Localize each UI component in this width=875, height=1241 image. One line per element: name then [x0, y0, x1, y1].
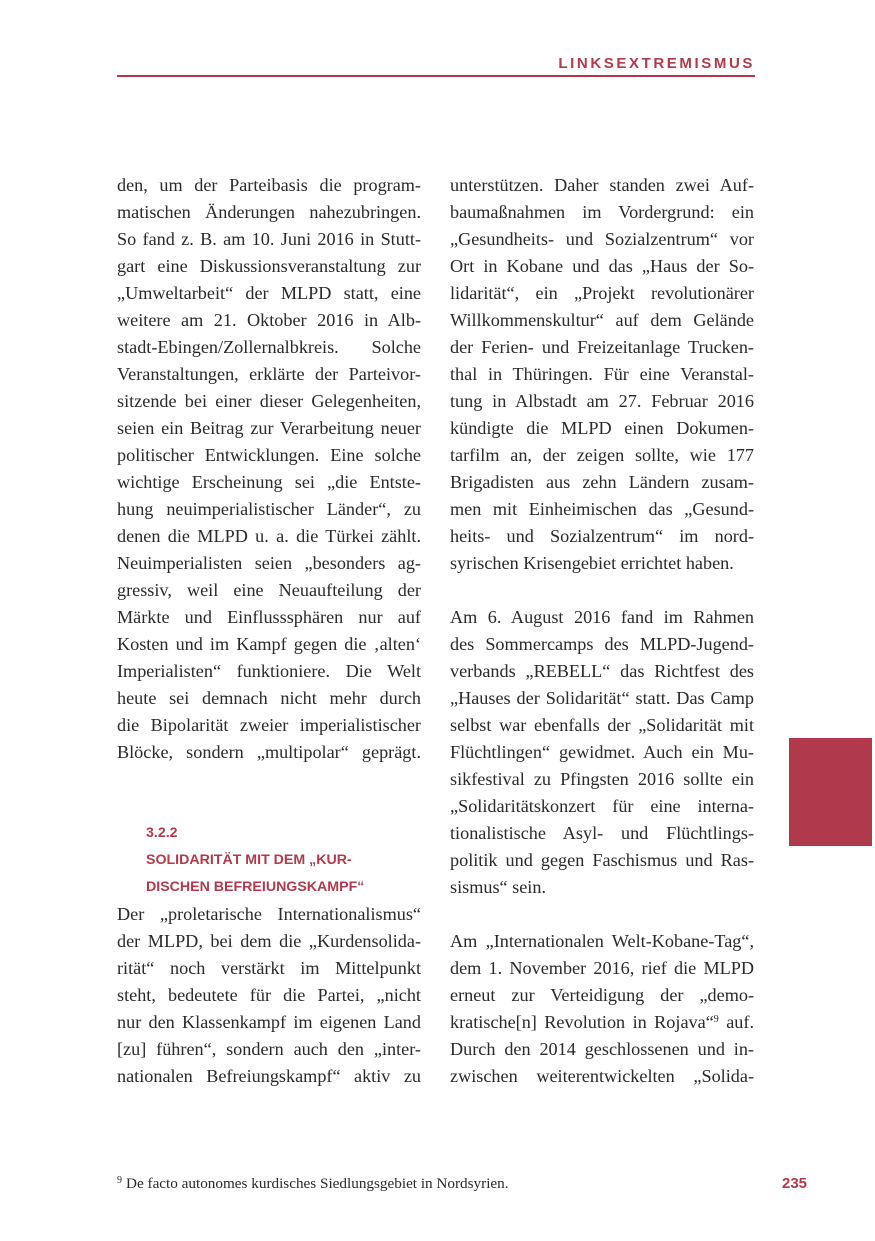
text-line: heute sei demnach nicht mehr durch	[117, 688, 421, 708]
text-line: sismus“ sein.	[450, 877, 546, 897]
text-line: gart eine Diskussionsveranstaltung zur	[117, 256, 421, 276]
text-line: zwischen weiterentwickelten „Solida-	[450, 1066, 754, 1086]
section-number: 3.2.2	[146, 825, 178, 841]
text-line: den, um der Parteibasis die program-	[117, 175, 421, 195]
text-line: sitzende bei einer dieser Gelegenheiten,	[117, 391, 421, 411]
text-line: der Ferien- und Freizeitanlage Trucken-	[450, 337, 754, 357]
section-spacer	[117, 766, 421, 820]
paragraph-spacer	[450, 901, 754, 928]
text-line: politischer Entwicklungen. Eine solche	[117, 445, 421, 465]
text-line: verbands „REBELL“ das Richtfest des	[450, 661, 754, 681]
text-line: matischen Änderungen nahezubringen.	[117, 202, 421, 222]
text-line: steht, bedeutete für die Partei, „nicht	[117, 985, 421, 1005]
text-line: tionalistische Asyl- und Flüchtlings-	[450, 823, 754, 843]
text-line: „Umweltarbeit“ der MLPD statt, eine	[117, 283, 421, 303]
text-line: Brigadisten aus zehn Ländern zusam-	[450, 472, 754, 492]
right-column	[450, 172, 754, 1090]
text-line: des Sommercamps des MLPD-Jugend-	[450, 634, 754, 654]
text-line: men mit Einheimischen das „Gesund-	[450, 499, 754, 519]
text-line: unterstützen. Daher standen zwei Auf-	[450, 175, 754, 195]
text-line: [zu] führen“, sondern auch den „inter-	[117, 1039, 421, 1059]
text-line: denen die MLPD u. a. die Türkei zählt.	[117, 526, 421, 546]
text-line: Veranstaltungen, erklärte der Parteivor-	[117, 364, 421, 384]
text-line: dem 1. November 2016, rief die MLPD	[450, 958, 754, 978]
text-line: „Solidaritätskonzert für eine interna-	[450, 796, 754, 816]
text-line: Durch den 2014 geschlossenen und in-	[450, 1039, 754, 1059]
text-line: die Bipolarität zweier imperialistischer	[117, 715, 421, 735]
text-line: politik und gegen Faschismus und Ras-	[450, 850, 754, 870]
text-line: Märkte und Einflusssphären nur auf	[117, 607, 421, 627]
text-line: seien ein Beitrag zur Verarbeitung neuer	[117, 418, 421, 438]
text-line: selbst war ebenfalls der „Solidarität mit	[450, 715, 754, 735]
footnote-reference[interactable]: 9	[713, 1014, 719, 1025]
text-line: nur den Klassenkampf im eigenen Land	[117, 1012, 421, 1032]
section-title-line: DISCHEN BEFREIUNGSKAMPF“	[146, 879, 365, 895]
text-line: der MLPD, bei dem die „Kurdensolida-	[117, 931, 421, 951]
text-line: „Gesundheits- und Sozialzentrum“ vor	[450, 229, 754, 249]
text-line: Am 6. August 2016 fand im Rahmen	[450, 607, 754, 627]
text-line: erneut zur Verteidigung der „demo-	[450, 985, 754, 1005]
text-run: auf.	[718, 1012, 754, 1032]
footnote	[117, 1175, 509, 1193]
text-line: Kosten und im Kampf gegen die ‚alten‘	[117, 634, 421, 654]
text-line: Blöcke, sondern „multipolar“ geprägt.	[117, 742, 421, 762]
text-line: tung in Albstadt am 27. Februar 2016	[450, 391, 754, 411]
left-column	[117, 172, 421, 1090]
header-rule	[117, 75, 755, 77]
footnote-marker: 9	[117, 1175, 122, 1186]
text-line: lidarität“, ein „Projekt revolutionärer	[450, 283, 754, 303]
text-line: „Hauses der Solidarität“ statt. Das Camp	[450, 688, 754, 708]
text-line: kündigte die MLPD einen Dokumen-	[450, 418, 754, 438]
text-line: Neuimperialisten seien „besonders ag-	[117, 553, 421, 573]
text-line: thal in Thüringen. Für eine Veranstal-	[450, 364, 754, 384]
text-line: Flüchtlingen“ gewidmet. Auch ein Mu-	[450, 742, 754, 762]
running-header-title: LINKSEXTREMISMUS	[558, 55, 755, 72]
text-line: Der „proletarische Internationalismus“	[117, 904, 421, 924]
text-line: wichtige Erscheinung sei „die Entste-	[117, 472, 421, 492]
text-line: syrischen Krisengebiet errichtet haben.	[450, 553, 734, 573]
text-line: heits- und Sozialzentrum“ im nord-	[450, 526, 754, 546]
text-line: rität“ noch verstärkt im Mittelpunkt	[117, 958, 421, 978]
text-line: Imperialisten“ funktioniere. Die Welt	[117, 661, 421, 681]
text-line: sikfestival zu Pfingsten 2016 sollte ein	[450, 769, 754, 789]
chapter-side-tab	[789, 738, 872, 846]
text-line: hung neuimperialistischer Länder“, zu	[117, 499, 421, 519]
text-line: Ort in Kobane und das „Haus der So-	[450, 256, 754, 276]
section-title-line: SOLIDARITÄT MIT DEM „KUR-	[146, 852, 352, 868]
text-line: tarfilm an, der zeigen sollte, wie 177	[450, 445, 754, 465]
text-line: gressiv, weil eine Neuaufteilung der	[117, 580, 421, 600]
text-line-with-footnote	[450, 1009, 754, 1036]
text-line: baumaßnahmen im Vordergrund: ein	[450, 202, 754, 222]
text-line: weitere am 21. Oktober 2016 in Alb-	[117, 310, 421, 330]
paragraph-spacer	[450, 577, 754, 604]
page-number: 235	[782, 1175, 808, 1192]
text-line: Am „Internationalen Welt-Kobane-Tag“,	[450, 931, 754, 951]
text-line: So fand z. B. am 10. Juni 2016 in Stutt-	[117, 229, 421, 249]
text-run: kratische[n] Revolution in Rojava“	[450, 1012, 714, 1032]
footnote-text: De facto autonomes kurdisches Siedlungsgebiet in Nordsyrien.	[126, 1175, 509, 1192]
text-line: stadt-Ebingen/Zollernalbkreis. Solche	[117, 337, 421, 357]
text-line: Willkommenskultur“ auf dem Gelände	[450, 310, 754, 330]
text-line: nationalen Befreiungskampf“ aktiv zu	[117, 1066, 421, 1086]
